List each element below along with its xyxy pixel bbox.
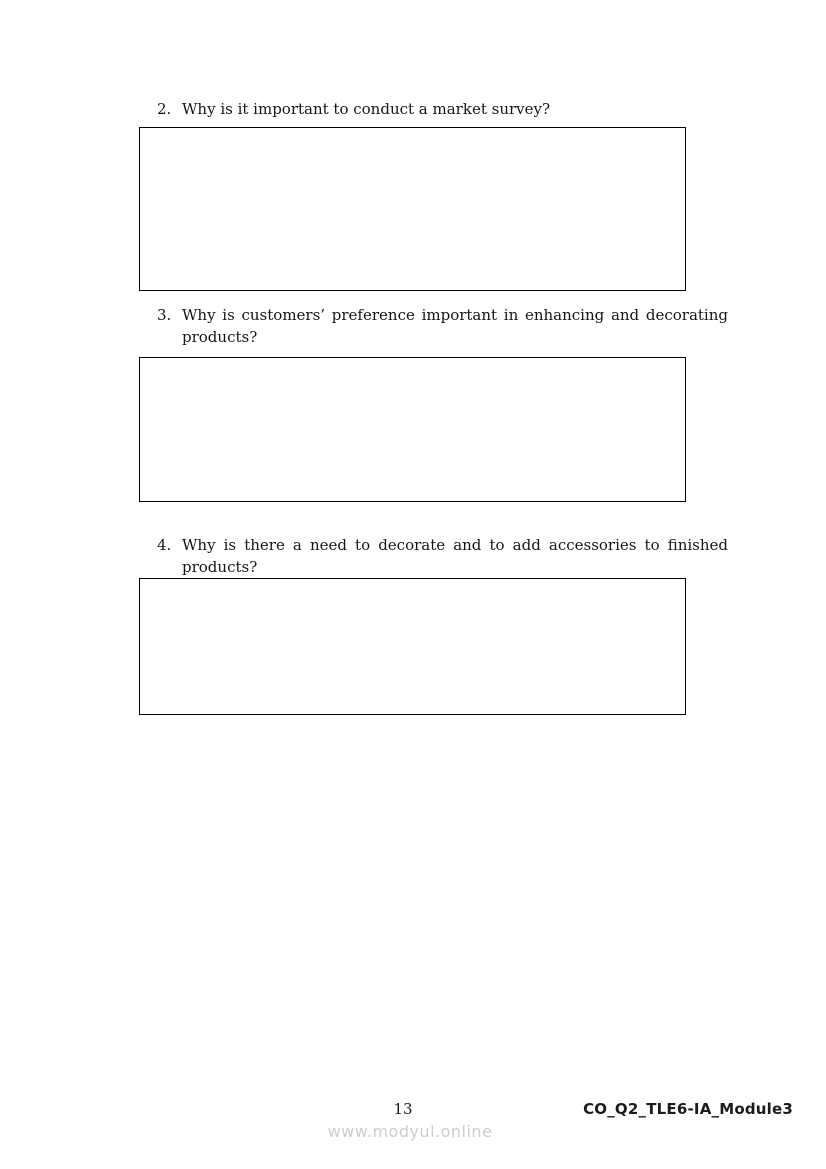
question-number: 4. [157, 536, 172, 554]
question-text: Why is it important to conduct a market survey? [182, 100, 551, 118]
answer-box-question-2 [139, 127, 686, 291]
question-item-3 [157, 304, 728, 348]
question-item-4 [157, 534, 728, 578]
answer-box-question-4 [139, 578, 686, 715]
question-item-2 [157, 98, 728, 120]
answer-box-question-3 [139, 357, 686, 502]
question-number: 3. [157, 306, 172, 324]
module-code: CO_Q2_TLE6-IA_Module3 [583, 1100, 793, 1118]
question-number: 2. [157, 100, 172, 118]
question-text: Why is customers’ preference important in enhancing and decorating products? [182, 306, 728, 346]
watermark-text: www.modyul.online [327, 1122, 493, 1141]
question-text: Why is there a need to decorate and to add accessories to finished products? [182, 536, 728, 576]
page-number: 13 [393, 1100, 413, 1118]
